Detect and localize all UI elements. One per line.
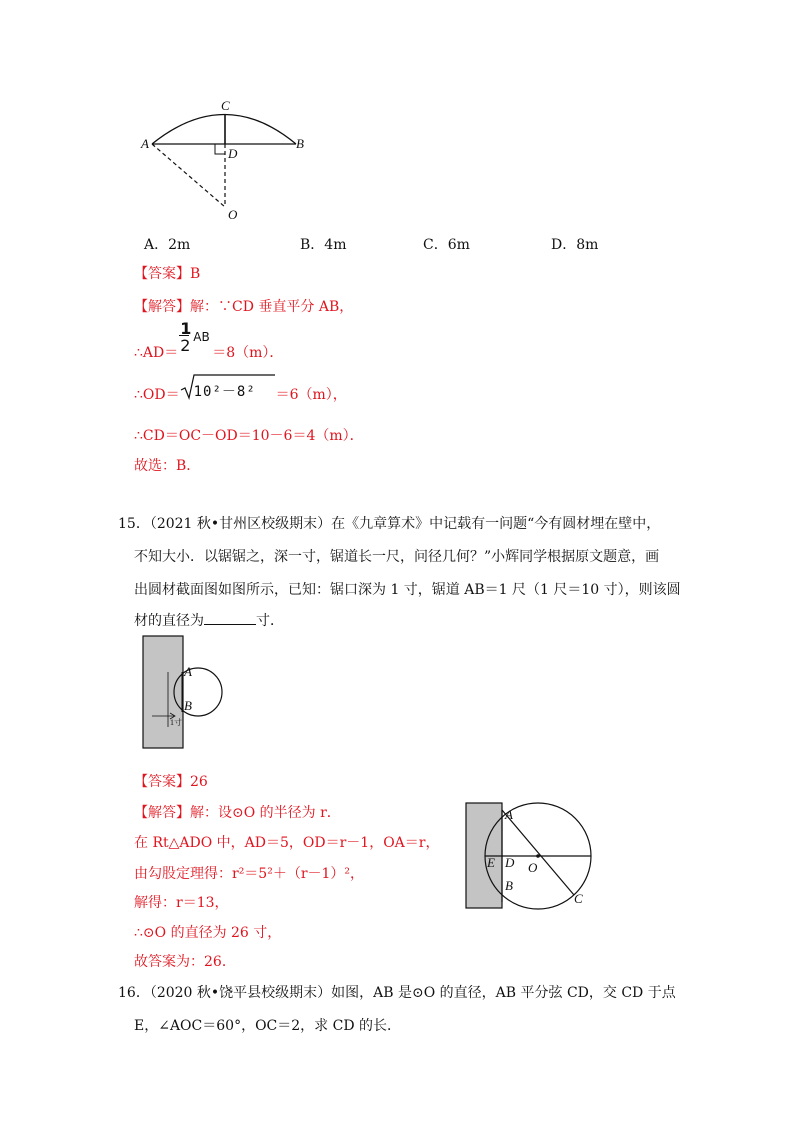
q14-sol3-post: ＝6（m）， bbox=[275, 387, 347, 403]
q14-solution-1: 【解答】解：∵CD 垂直平分 AB， bbox=[134, 299, 354, 315]
q16-line-1: 16．（2020 秋•饶平县校级期末）如图，AB 是⊙O 的直径，AB 平分弦 CD，交 CD 于点 bbox=[118, 985, 676, 1001]
label-one-cun: 1寸 bbox=[170, 718, 182, 727]
q15-line-4-pre: 材的直径为 bbox=[134, 613, 204, 629]
figure-log-in-wall bbox=[140, 632, 240, 752]
q15-solution-5: ∴⊙O 的直径为 26 寸， bbox=[134, 925, 282, 941]
label-c-fig3: C bbox=[574, 891, 583, 906]
q14-solution-3 bbox=[134, 383, 347, 404]
figure-arc-chord bbox=[130, 95, 320, 225]
q15-solution-3: 由勾股定理得：r²＝5²＋（r－1）²， bbox=[134, 866, 365, 882]
q15-line-3: 出圆材截面图如图所示，已知：锯口深为 1 寸，锯道 AB＝1 尺（1 尺＝10 寸），则该圆 bbox=[134, 582, 681, 598]
wall bbox=[143, 636, 183, 748]
option-c: C．6m bbox=[423, 237, 470, 253]
label-o: O bbox=[228, 207, 238, 222]
option-d: D．8m bbox=[551, 237, 599, 253]
q14-solution-2 bbox=[134, 319, 284, 362]
fraction-numerator: 1 bbox=[180, 319, 192, 338]
answer-blank bbox=[204, 612, 256, 625]
figure-solution-circle bbox=[462, 800, 622, 912]
sqrt-radicand: 10²－8² bbox=[193, 384, 256, 400]
q15-solution-2: 在 Rt△ADO 中，AD＝5，OD＝r－1，OA＝r， bbox=[134, 835, 440, 851]
q14-solution-4: ∴CD＝OC－OD＝10－6＝4（m）． bbox=[134, 428, 364, 444]
label-c: C bbox=[221, 98, 230, 113]
label-d-fig3: D bbox=[505, 855, 515, 870]
q16-line-2: E，∠AOC＝60°，OC＝2，求 CD 的长． bbox=[134, 1018, 401, 1034]
label-a: A bbox=[141, 136, 149, 151]
q15-line-2: 不知大小．以锯锯之，深一寸，锯道长一尺，问径几何？”小辉同学根据原文题意，画 bbox=[134, 549, 660, 565]
dashed-ao bbox=[152, 144, 225, 207]
fraction-half-ab bbox=[178, 319, 212, 357]
label-a-fig3: A bbox=[505, 807, 513, 822]
fraction-denominator: 2 bbox=[180, 336, 191, 355]
option-b: B．4m bbox=[300, 237, 347, 253]
arc-acb bbox=[152, 115, 296, 145]
q15-line-4 bbox=[134, 610, 284, 630]
q15-solution-1: 【解答】解：设⊙O 的半径为 r． bbox=[134, 805, 341, 821]
q15-solution-6: 故答案为：26． bbox=[134, 954, 236, 970]
sqrt-expression bbox=[180, 383, 276, 399]
label-e-fig3: E bbox=[487, 855, 495, 870]
fraction-ab: AB bbox=[193, 330, 210, 344]
q15-solution-4: 解得：r＝13， bbox=[134, 895, 229, 911]
q15-line-1: 15．（2021 秋•甘州区校级期末）在《九章算术》中记载有一问题“今有圆材埋在壁中， bbox=[118, 516, 661, 532]
center-dot bbox=[536, 854, 540, 858]
q14-solution-5: 故选：B． bbox=[134, 458, 201, 474]
q14-sol2-pre: ∴AD＝ bbox=[134, 345, 179, 361]
label-o-fig3: O bbox=[528, 860, 538, 875]
label-a-fig2: A bbox=[184, 664, 192, 679]
q15-answer: 【答案】26 bbox=[134, 774, 208, 790]
label-b: B bbox=[296, 136, 304, 151]
q14-sol2-post: ＝8（m）． bbox=[212, 345, 284, 361]
option-a: A．2m bbox=[144, 237, 191, 253]
q14-answer: 【答案】B bbox=[134, 266, 201, 282]
label-b-fig2: B bbox=[184, 698, 192, 713]
label-b-fig3: B bbox=[505, 878, 513, 893]
right-angle-mark bbox=[215, 144, 225, 154]
q14-sol3-pre: ∴OD＝ bbox=[134, 387, 180, 403]
label-d: D bbox=[228, 146, 238, 161]
q15-line-4-post: 寸． bbox=[256, 613, 284, 629]
